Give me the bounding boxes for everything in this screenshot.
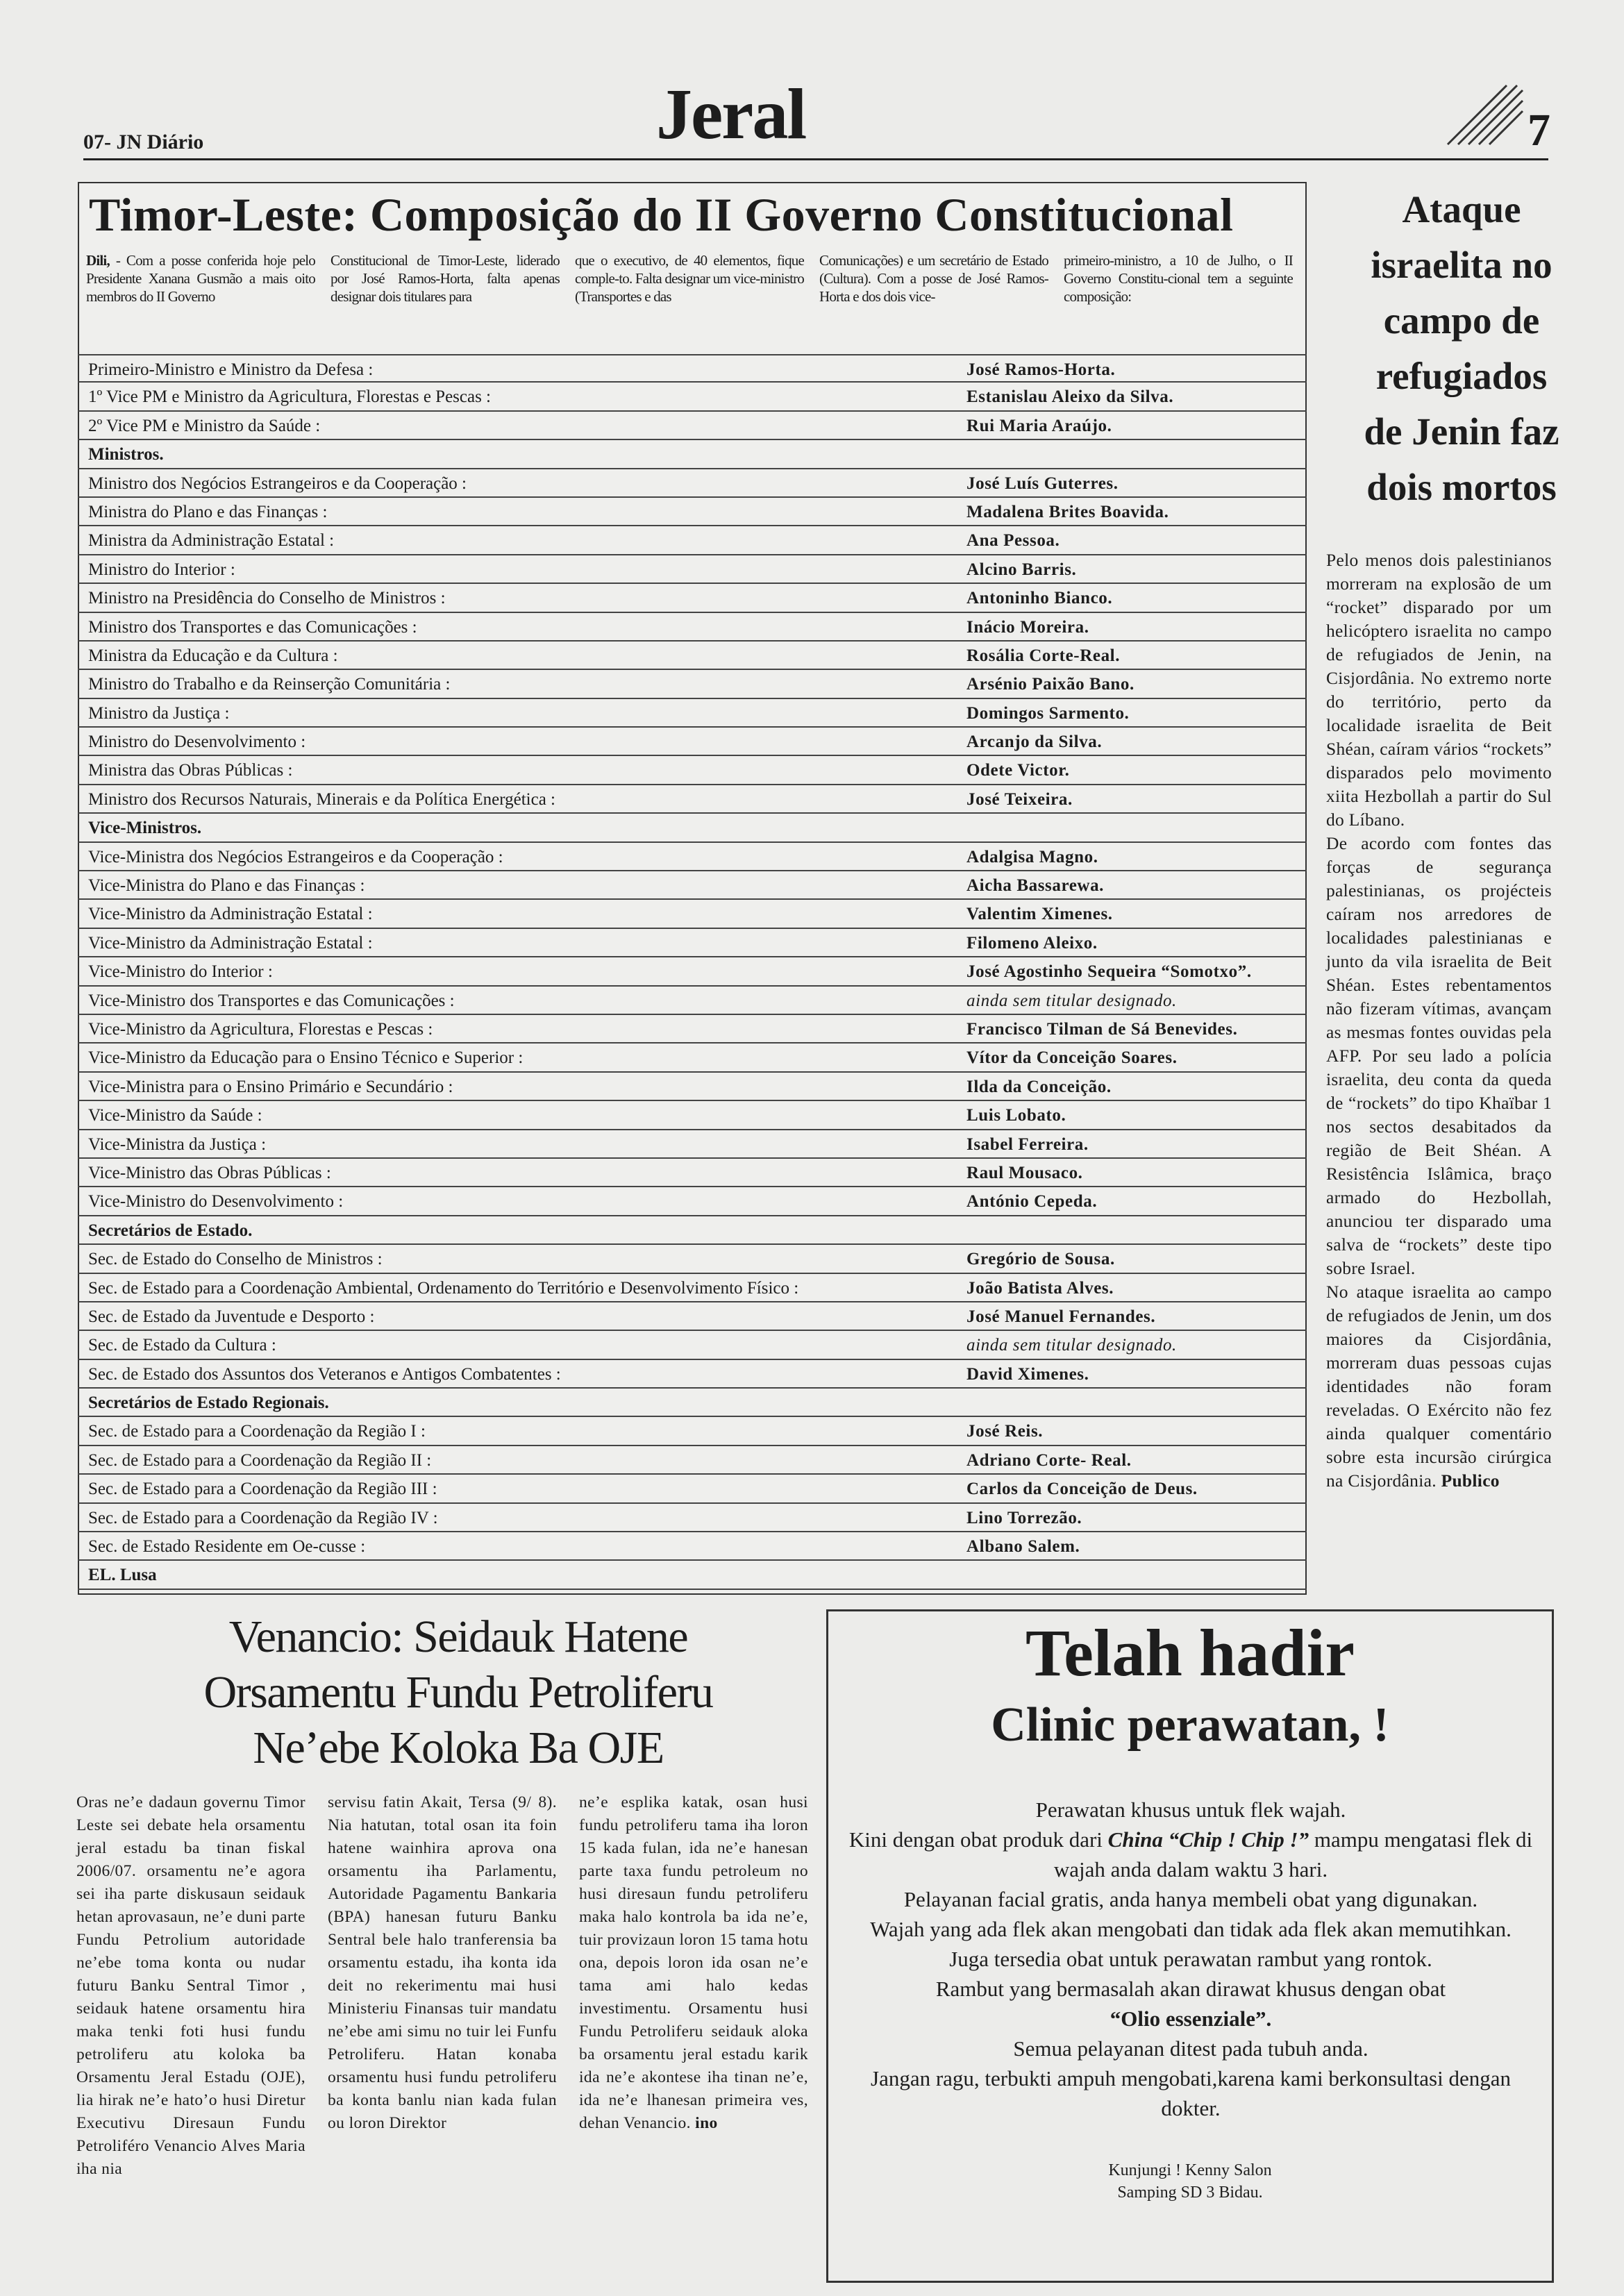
table-row [78,699,1307,728]
column-text: ne’e esplika katak, osan husi fundu petroliferu tama iha loron 15 kada fulan, ida ne’e hanesan parte taxa fundu petroleum no husi diresaun fundu petroliferu maka halo kontrola ba ida ne’e, tuir provizaun loron 15 tama hotu ona, depois loron ida osan ne’e tama ami halo kedas investimentu. Orsamentu husi Fundu Petroliferu seidauk aloka ba orsamentu jeral estadu karik ida ne’e akontese iha tinan ne’e, ida ne’e lhanesan primeira ves, dehan Venancio. [579,1793,808,2132]
headline-line: refugiados [1375,355,1548,397]
member-name: Adriano Corte- Real. [966,1450,1132,1470]
table-row [78,1245,1307,1273]
position-label: Secretários de Estado Regionais. [88,1393,329,1413]
table-row [78,1302,1307,1331]
ad-line: China “Chip ! Chip !” [1107,1827,1309,1852]
member-name: José Luís Guterres. [966,474,1119,493]
table-row [78,354,1307,383]
main-headline: Timor-Leste: Composição do II Governo Constitucional [89,188,1234,241]
position-label: Vice-Ministra do Plano e das Finanças : [88,876,365,896]
article-body [76,1791,812,2181]
member-name: Valentim Ximenes. [966,905,1113,924]
ad-line: Juga tersedia obat untuk perawatan rambut yang rontok. [949,1947,1432,1971]
side-headline [1323,182,1600,515]
headline-line: Venancio: Seidauk Hatene [228,1611,688,1662]
member-name: Adalgisa Magno. [966,847,1098,866]
side-article-body [1326,548,1552,1493]
paragraph-text: Pelo menos dois palestinianos morreram na explosão de um “rocket” disparado por um helicóptero israelita no campo de refugiados de Jenin, na Cisjordânia. No extremo norte do território, perto da localidade israelita de Beit Shéan, caíram vários “rockets” disparados pelo movimento xiita Hezbollah a partir do Sul do Líbano. [1326,550,1552,830]
table-row [78,756,1307,785]
position-label: Sec. de Estado do Conselho de Ministros : [88,1250,383,1269]
position-label: 2º Vice PM e Ministro da Saúde : [88,416,321,435]
position-label: Vice-Ministro das Obras Públicas : [88,1163,331,1182]
member-name: Francisco Tilman de Sá Benevides. [966,1019,1238,1039]
member-name: Filomeno Aleixo. [966,933,1098,953]
diagonal-stripes-icon [1441,82,1524,148]
table-row [78,843,1307,871]
table-row [78,670,1307,698]
member-name: Madalena Brites Boavida. [966,502,1169,521]
table-row [78,1360,1307,1389]
position-label: 1º Vice PM e Ministro da Agricultura, Florestas e Pescas : [88,387,492,407]
member-name: José Reis. [966,1422,1044,1441]
paragraph [1326,548,1552,832]
ad-footer-line: Kunjungi ! Kenny Salon [1108,2161,1272,2179]
table-section-header [78,1216,1307,1245]
table-row [78,526,1307,555]
headline-line: Ne’ebe Koloka Ba OJE [253,1723,664,1773]
ad-body [847,1795,1534,2123]
position-label: Vice-Ministro do Desenvolvimento : [88,1192,344,1212]
position-label: Ministro dos Recursos Naturais, Minerais e da Política Energética : [88,789,555,809]
table-row [78,1159,1307,1187]
table-row [78,871,1307,900]
member-name: Aicha Bassarewa. [966,876,1105,896]
position-label: Ministros. [88,445,164,464]
table-row [78,1130,1307,1159]
table-row [78,1446,1307,1475]
ad-row [847,1884,1534,1914]
member-name: Antoninho Bianco. [966,589,1113,608]
ad-line: Perawatan khusus untuk flek wajah. [1035,1798,1346,1822]
member-name: Rosália Corte-Real. [966,646,1121,665]
table-row [78,957,1307,986]
position-label: Ministro na Presidência do Conselho de Ministros : [88,589,446,608]
table-row [78,900,1307,928]
table-row [78,1015,1307,1044]
member-name: José Ramos-Horta. [966,360,1116,379]
position-label: Sec. de Estado para a Coordenação da Região II : [88,1450,432,1470]
member-name: Rui Maria Araújo. [966,416,1112,435]
position-label: Vice-Ministro da Educação para o Ensino Técnico e Superior : [88,1048,524,1068]
member-name: Ilda da Conceição. [966,1077,1112,1096]
position-label: Sec. de Estado para a Coordenação da Região I : [88,1422,426,1441]
column-text: servisu fatin Akait, Tersa (9/ 8). Nia hatutan, total osan ita foin hatene wainhira aprova ona orsamentu iha Parlamentu, Autoridade Pagamentu Bankaria (BPA) hanesan futuru Banku Sentral bele halo tranferensia ba orsamentu estadu, iha konta ida deit no rekerimentu mai husi Ministeriu Finansas tuir mandatu ne’ebe ami simu no tuir lei Funfu Petroliferu. Hatan konaba orsamentu husi fundu petroliferu ba konta banlu nian kada fulan ou loron Direktor [328,1793,557,2132]
position-label: Vice-Ministro da Agricultura, Florestas e Pescas : [88,1019,433,1039]
headline-line: de Jenin faz [1364,410,1559,453]
table-row [78,613,1307,642]
ad-subtitle: Clinic perawatan, ! [991,1698,1389,1752]
position-label: Ministro do Trabalho e da Reinserção Comunitária : [88,675,451,694]
ad-line: Semua pelayanan ditest pada tubuh anda. [1013,2036,1368,2061]
ad-row [847,2004,1534,2034]
table-row [78,1101,1307,1130]
position-label: Ministro do Interior : [88,560,235,579]
table-section-header [78,814,1307,842]
headline-line: campo de [1383,299,1540,342]
member-name: Vítor da Conceição Soares. [966,1048,1178,1068]
table-row [78,1475,1307,1503]
table-row [78,383,1307,411]
intro-column [330,251,560,321]
position-label: Ministro dos Transportes e das Comunicações : [88,617,417,637]
member-name: Domingos Sarmento. [966,703,1130,723]
ad-row [847,1914,1534,1944]
member-name: Gregório de Sousa. [966,1250,1115,1269]
intro-column [86,251,315,321]
position-label: EL. Lusa [88,1566,157,1585]
member-name: Albano Salem. [966,1537,1080,1557]
position-label: Sec. de Estado para a Coordenação da Região IV : [88,1508,438,1527]
ad-row [847,1974,1534,2004]
intro-text: Comunicações) e um secretário de Estado (Cultura). Com a posse de José Ramos-Horta e dos dois vice- [819,252,1048,305]
table-section-header [78,1389,1307,1417]
ad-row [847,1944,1534,1974]
table-row [78,584,1307,612]
table-row [78,1532,1307,1561]
table-section-header [78,1561,1307,1589]
table-row [78,1274,1307,1302]
ad-line: “Olio essenziale”. [1110,2006,1272,2031]
position-label: Sec. de Estado Residente em Oe-cusse : [88,1537,366,1557]
ad-line: Kini dengan obat produk dari [848,1827,1103,1852]
government-table [78,354,1307,1590]
position-label: Sec. de Estado dos Assuntos dos Veteranos e Antigos Combatentes : [88,1364,561,1384]
page-number: 7 [1527,105,1550,156]
position-label: Ministra das Obras Públicas : [88,761,293,780]
ad-row [847,1825,1534,1884]
headline-line: Ataque [1402,188,1521,231]
section-title: Jeral [656,74,806,154]
table-row [78,929,1307,957]
headline-line: Orsamentu Fundu Petroliferu [203,1667,713,1718]
table-row [78,785,1307,814]
ad-line: Pelayanan facial gratis, anda hanya membeli obat yang digunakan. [903,1887,1478,1911]
table-section-header [78,440,1307,469]
member-name: ainda sem titular designado. [966,991,1177,1010]
member-name: ainda sem titular designado. [966,1336,1177,1355]
position-label: Ministro da Justiça : [88,703,230,723]
table-row [78,642,1307,670]
dateline: Dili, [86,252,110,269]
member-name: José Manuel Fernandes. [966,1307,1156,1326]
member-name: Odete Victor. [966,761,1070,780]
paragraph [1326,832,1552,1280]
position-label: Vice-Ministro dos Transportes e das Comunicações : [88,991,455,1010]
paragraph-text: De acordo com fontes das forças de segurança palestinianas, os projécteis caíram nos arredores de localidades palestinianas e junto da vila israelita de Beit Shéan. Estes rebentamentos não fizeram vítimas, avançam as mesmas fontes ouvidas pela AFP. Por seu lado a polícia israelita, deu conta da queda de “rockets” do tipo Khaïbar 1 nos sectos desabitados da região de Beit Shéan. A Resistência Islâmica, braço armado do Hezbollah, anunciou ter disparado uma salva de “rockets” deste tipo sobre Israel. [1326,833,1552,1278]
table-row [78,469,1307,498]
article-column [579,1791,808,2181]
member-name: António Cepeda. [966,1192,1098,1212]
intro-text: - Com a posse conferida hoje pelo Presidente Xanana Gusmão a mais oito membros do II Governo [86,252,315,305]
member-name: Isabel Ferreira. [966,1134,1089,1154]
member-name: David Ximenes. [966,1364,1089,1384]
position-label: Vice-Ministro da Saúde : [88,1106,262,1125]
table-row [78,1331,1307,1359]
position-label: Vice-Ministros. [88,819,202,838]
position-label: Sec. de Estado para a Coordenação da Região III : [88,1480,437,1499]
ad-title: Telah hadir [1026,1616,1355,1690]
ad-line: Jangan ragu, terbukti ampuh mengobati,karena kami berkonsultasi dengan dokter. [871,2066,1511,2120]
position-label: Ministra da Educação e da Cultura : [88,646,338,665]
table-row [78,1504,1307,1532]
member-name: José Agostinho Sequeira “Somotxo”. [966,962,1252,982]
ad-footer-line: Samping SD 3 Bidau. [1117,2184,1263,2202]
table-row [78,1073,1307,1101]
intro-text: Constitucional de Timor-Leste, liderado por José Ramos-Horta, falta apenas designar dois titulares para [330,252,560,305]
position-label: Vice-Ministro da Administração Estatal : [88,905,373,924]
byline: Publico [1441,1470,1500,1491]
article-column [328,1791,557,2181]
member-name: Lino Torrezão. [966,1508,1082,1527]
ad-row [847,1795,1534,1825]
member-name: Carlos da Conceição de Deus. [966,1480,1198,1499]
table-row [78,728,1307,756]
member-name: Raul Mousaco. [966,1163,1083,1182]
member-name: Arcanjo da Silva. [966,732,1103,752]
position-label: Sec. de Estado da Juventude e Desporto : [88,1307,375,1326]
table-row [78,498,1307,526]
intro-text: primeiro-ministro, a 10 de Julho, o II Governo Constitu-cional tem a seguinte composição: [1064,252,1293,305]
position-label: Sec. de Estado para a Coordenação Ambiental, Ordenamento do Território e Desenvolvimento Físico : [88,1278,799,1298]
member-name: Ana Pessoa. [966,531,1060,551]
ad-line: Wajah yang ada flek akan mengobati dan tidak ada flek akan memutihkan. [870,1917,1512,1941]
member-name: Luis Lobato. [966,1106,1066,1125]
headline-line: israelita no [1371,244,1552,286]
intro-text: que o executivo, de 40 elementos, fique comple-to. Falta designar um vice-ministro (Transportes e das [575,252,804,305]
member-name: Alcino Barris. [966,560,1077,579]
member-name: José Teixeira. [966,789,1073,809]
member-name: Estanislau Aleixo da Silva. [966,387,1174,407]
position-label: Secretários de Estado. [88,1221,253,1240]
paragraph [1326,1280,1552,1493]
table-row [78,1187,1307,1216]
ad-footer [826,2159,1554,2204]
position-label: Ministra do Plano e das Finanças : [88,502,328,521]
byline: ino [695,2114,718,2132]
ad-line: Rambut yang bermasalah akan dirawat khusus dengan obat [935,1977,1446,2001]
ad-line: mampu mengatasi flek di wajah anda dalam waktu 3 hari. [1053,1827,1533,1882]
member-name: Inácio Moreira. [966,617,1089,637]
position-label: Sec. de Estado da Cultura : [88,1336,276,1355]
position-label: Ministra da Administração Estatal : [88,531,335,551]
intro-column [1064,251,1293,321]
position-label: Ministro dos Negócios Estrangeiros e da Cooperação : [88,474,467,493]
paragraph-text: No ataque israelita ao campo de refugiados de Jenin, um dos maiores da Cisjordânia, morreram duas pessoas cujas identidades não foram reveladas. O Exército não fez ainda qualquer comentário sobre esta incursão cirúrgica na Cisjordânia. [1326,1282,1552,1491]
intro-column [575,251,804,321]
table-row [78,1044,1307,1072]
member-name: Arsénio Paixão Bano. [966,675,1135,694]
header-rule [83,158,1548,160]
intro-column [819,251,1048,321]
position-label: Primeiro-Ministro e Ministro da Defesa : [88,360,374,379]
position-label: Vice-Ministro da Administração Estatal : [88,933,373,953]
ad-row [847,2063,1534,2123]
position-label: Vice-Ministra para o Ensino Primário e Secundário : [88,1077,453,1096]
headline-line: dois mortos [1366,466,1557,508]
table-row [78,987,1307,1015]
position-label: Ministro do Desenvolvimento : [88,732,306,752]
intro-text [86,251,1308,349]
position-label: Vice-Ministra dos Negócios Estrangeiros e da Cooperação : [88,847,503,866]
page-header-left: 07- JN Diário [83,131,204,153]
article-headline [90,1609,826,1776]
table-row [78,1417,1307,1446]
article-column [76,1791,305,2181]
column-text: Oras ne’e dadaun governu Timor Leste sei debate hela orsamentu jeral estadu ba tinan fiskal 2006/07. orsamentu ne’e agora sei iha parte diskusaun seidauk hetan aprovasaun, ne’e duni parte Fundu Petrolium autoridade ne’ebe toma konta ou nudar futuru Banku Sentral Timor , seidauk hatene orsamentu hira maka tenki foti husi fundu petroliferu atu koloka ba Orsamentu Jeral Estadu (OJE), lia hirak ne’e hato’o husi Diretur Executivu Diresaun Fundu Petroliféro Venancio Alves Maria iha nia [76,1793,305,2178]
member-name: João Batista Alves. [966,1278,1114,1298]
position-label: Vice-Ministra da Justiça : [88,1134,267,1154]
table-row [78,555,1307,584]
table-row [78,412,1307,440]
ad-row [847,2034,1534,2063]
position-label: Vice-Ministro do Interior : [88,962,273,982]
